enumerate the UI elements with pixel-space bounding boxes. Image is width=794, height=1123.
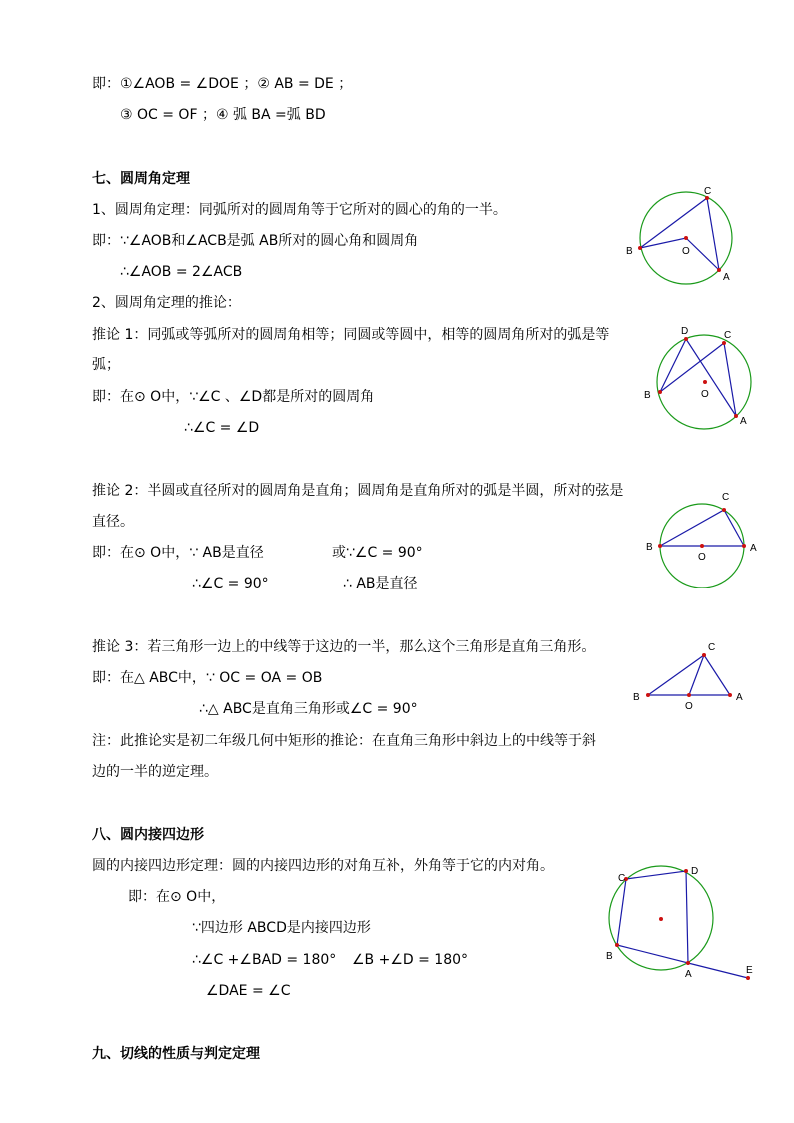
label-O: O	[682, 246, 690, 257]
theorem-statement: 1、圆周角定理：同弧所对的圆周角等于它所对的圆心的角的一半。	[92, 202, 507, 218]
corollary-1-conclusion: ∴∠C = ∠D	[184, 420, 260, 436]
label-O: O	[698, 552, 706, 563]
theorem-given: 即：∵∠AOB和∠ACB是弧 AB所对的圆心角和圆周角	[92, 233, 419, 249]
label-O: O	[701, 389, 709, 400]
label-A: A	[750, 543, 757, 554]
label-E: E	[746, 965, 753, 976]
cyclic-quad-given-2: ∵四边形 ABCD是内接四边形	[192, 920, 371, 936]
cyclic-quad-given-1: 即：在⊙ O中，	[128, 889, 226, 905]
label-B: B	[626, 246, 633, 257]
corollary-2-line-2: 直径。	[92, 514, 134, 530]
label-B: B	[644, 390, 651, 401]
label-A: A	[740, 416, 747, 427]
corollary-1-line-2: 弧；	[92, 357, 120, 373]
corollary-3-line-1: 推论 3：若三角形一边上的中线等于这边的一半，那么这个三角形是直角三角形。	[92, 639, 596, 655]
label-A: A	[723, 272, 730, 283]
corollary-1-given: 即：在⊙ O中，∵∠C 、∠D都是所对的圆周角	[92, 389, 375, 405]
figure-corollary-3	[628, 638, 753, 713]
label-C: C	[722, 492, 730, 503]
label-B: B	[606, 951, 613, 962]
label-A: A	[736, 692, 743, 703]
corollary-2-given: 即：在⊙ O中，∵ AB是直径	[92, 545, 264, 561]
corollary-3-given: 即：在△ ABC中，∵ OC = OA = OB	[92, 670, 323, 686]
corollary-1-line-1: 推论 1：同弧或等弧所对的圆周角相等；同圆或等圆中，相等的圆周角所对的弧是等	[92, 327, 610, 343]
label-D: D	[691, 866, 699, 877]
corollary-2-line-1: 推论 2：半圆或直径所对的圆周角是直角；圆周角是直角所对的弧是半圆，所对的弦是	[92, 483, 624, 499]
equality-line-1: 即：①∠AOB = ∠DOE ；② AB = DE ；	[92, 76, 353, 92]
label-D: D	[681, 326, 689, 337]
section-8-heading: 八、圆内接四边形	[92, 827, 204, 843]
corollary-2-converse-given: 或∵∠C = 90°	[332, 545, 423, 561]
label-A: A	[685, 969, 692, 980]
section-9-heading: 九、切线的性质与判定定理	[92, 1046, 260, 1062]
corollary-heading: 2、圆周角定理的推论：	[92, 295, 241, 311]
cyclic-quad-conclusion-3: ∠DAE = ∠C	[206, 983, 291, 999]
label-B: B	[633, 692, 640, 703]
equality-line-2: ③ OC = OF ；④ 弧 BA =弧 BD	[120, 107, 326, 123]
note-line-2: 边的一半的逆定理。	[92, 764, 218, 780]
cyclic-quad-conclusion-1: ∴∠C +∠BAD = 180°	[192, 952, 337, 968]
label-O: O	[685, 701, 693, 712]
corollary-2-conclusion: ∴∠C = 90°	[192, 576, 269, 592]
cyclic-quad-theorem: 圆的内接四边形定理：圆的内接四边形的对角互补，外角等于它的内对角。	[92, 858, 554, 874]
label-C: C	[724, 330, 732, 341]
section-7-heading: 七、圆周角定理	[92, 171, 190, 187]
label-C: C	[704, 186, 712, 197]
cyclic-quad-conclusion-2: ∠B +∠D = 180°	[352, 952, 469, 968]
figure-inscribed-angle	[620, 180, 750, 290]
label-C: C	[618, 873, 626, 884]
figure-corollary-1	[640, 320, 760, 430]
corollary-2-converse-conclusion: ∴ AB是直径	[343, 576, 418, 592]
figure-corollary-2	[640, 488, 765, 588]
label-C: C	[708, 642, 716, 653]
figure-cyclic-quadrilateral	[600, 858, 765, 988]
note-line-1: 注：此推论实是初二年级几何中矩形的推论：在直角三角形中斜边上的中线等于斜	[92, 733, 596, 749]
theorem-conclusion: ∴∠AOB = 2∠ACB	[120, 264, 243, 280]
corollary-3-conclusion: ∴△ ABC是直角三角形或∠C = 90°	[199, 701, 418, 717]
label-B: B	[646, 542, 653, 553]
